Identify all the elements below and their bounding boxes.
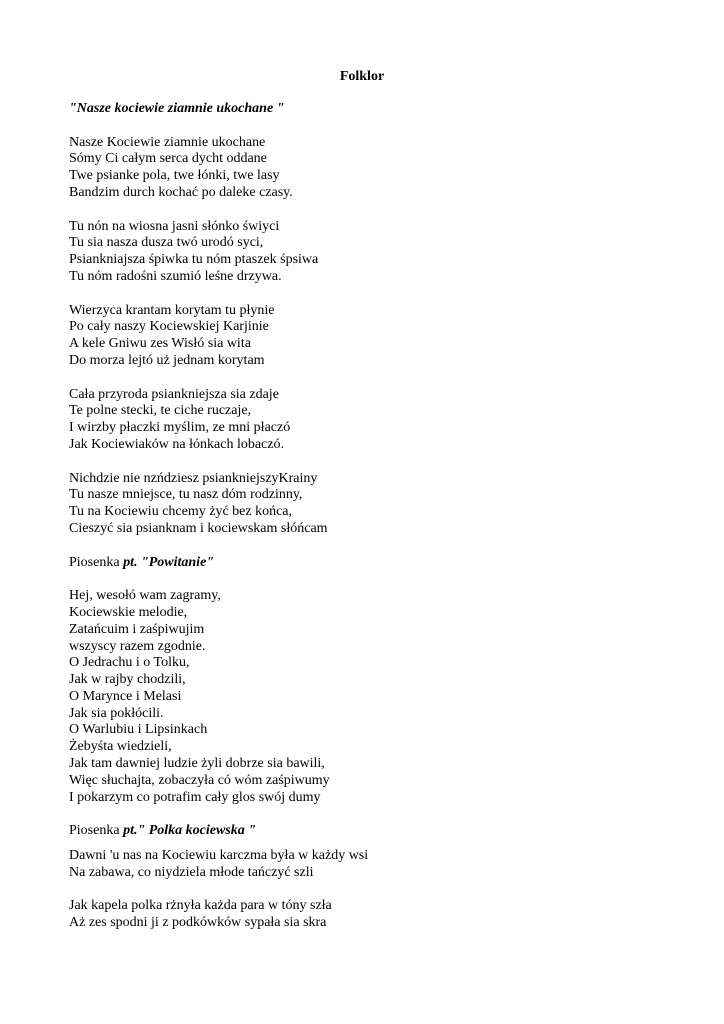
verse-line: Zatańcuim i zaśpiwujim [69, 621, 205, 637]
song1-stanza-2 [69, 219, 689, 286]
song3-stanza-2 [69, 898, 689, 932]
song2-title: pt. "Powitanie" [123, 554, 215, 570]
verse-line: A kele Gniwu zes Wisłó sia wita [69, 336, 251, 352]
verse-line: Twe psianke pola, twe łónki, twe lasy [69, 168, 280, 184]
verse-line: wszyscy razem zgodnie. [69, 638, 206, 654]
verse-line: Wierzyca krantam korytam tu płynie [69, 302, 275, 318]
song1-heading: "Nasze kociewie ziamnie ukochane " [69, 101, 285, 116]
song3-stanza-1 [69, 848, 689, 882]
verse-line: Nichdzie nie nzńdziesz psiankniejszyKrainy [69, 470, 318, 486]
verse-line: Hej, wesołó wam zagramy, [69, 588, 221, 604]
song3-prefix: Piosenka [69, 823, 124, 839]
verse-line: Bandzim durch kochać po daleke czasy. [69, 184, 293, 200]
verse-line: Tu nóm radośni szumió leśne drzywa. [69, 268, 282, 284]
document-title: Folklor [339, 69, 385, 84]
song3-heading [69, 823, 689, 840]
verse-line: O Marynce i Melasi [69, 688, 182, 704]
verse-line: Żebyśta wiedzieli, [69, 739, 172, 755]
verse-line: I pokarzym co potrafim cały glos swój dumy [69, 789, 321, 805]
verse-line: Dawni 'u nas na Kociewiu karczma była w każdy wsi [69, 848, 369, 864]
verse-line: Więc słuchajta, zobaczyła có wóm zaśpiwumy [69, 772, 330, 788]
verse-line: Sómy Ci całym serca dycht oddane [69, 151, 267, 167]
verse-line: Tu sia nasza dusza twó urodó syci, [69, 235, 264, 251]
song3-title: pt." Polka kociewska " [123, 823, 257, 839]
song2-heading [69, 555, 689, 572]
song1-stanza-1 [69, 135, 689, 202]
verse-line: Kociewskie melodie, [69, 604, 188, 620]
verse-line: Aż zes spodni ji z podkówków sypała sia skra [69, 915, 327, 931]
verse-line: Jak sia pokłócili. [69, 705, 164, 721]
verse-line: Do morza lejtó uż jednam korytam [69, 352, 265, 368]
verse-line: Tu nasze mniejsce, tu nasz dóm rodzinny, [69, 487, 303, 503]
verse-line: Te polne stecki, te ciche ruczaje, [69, 403, 252, 419]
verse-line: I wirzby płaczki myślim, ze mni płaczó [69, 420, 291, 436]
verse-line: Tu nón na wiosna jasni słónko świyci [69, 218, 280, 234]
verse-line: Tu na Kociewiu chcemy żyć bez końca, [69, 504, 293, 520]
verse-line: Cała przyroda psiankniejsza sia zdaje [69, 386, 279, 402]
verse-line: Po cały naszy Kociewskiej Karjinie [69, 319, 269, 335]
verse-line: Na zabawa, co niydziela młode tańczyć szli [69, 864, 314, 880]
verse-line: Jak kapela polka rżnyła każda para w tóny szła [69, 898, 332, 914]
verse-line: Jak w rajby chodzili, [69, 672, 186, 688]
verse-line: Psiankniajsza śpiwka tu nóm ptaszek śpsiwa [69, 252, 319, 268]
song1-stanza-5 [69, 471, 689, 538]
document-content [69, 101, 689, 949]
song1-stanza-3 [69, 303, 689, 370]
verse-line: Jak tam dawniej ludzie żyli dobrze sia bawili, [69, 756, 325, 772]
verse-line: O Jedrachu i o Tolku, [69, 655, 190, 671]
verse-line: Cieszyć sia psianknam i kociewskam słóńcam [69, 520, 328, 536]
song1-stanza-4 [69, 387, 689, 454]
song2-lyrics [69, 588, 689, 806]
verse-line: Nasze Kociewie ziamnie ukochane [69, 134, 266, 150]
verse-line: O Warlubiu i Lipsinkach [69, 722, 208, 738]
verse-line: Jak Kociewiaków na łónkach lobaczó. [69, 436, 284, 452]
song2-prefix: Piosenka [69, 554, 124, 570]
